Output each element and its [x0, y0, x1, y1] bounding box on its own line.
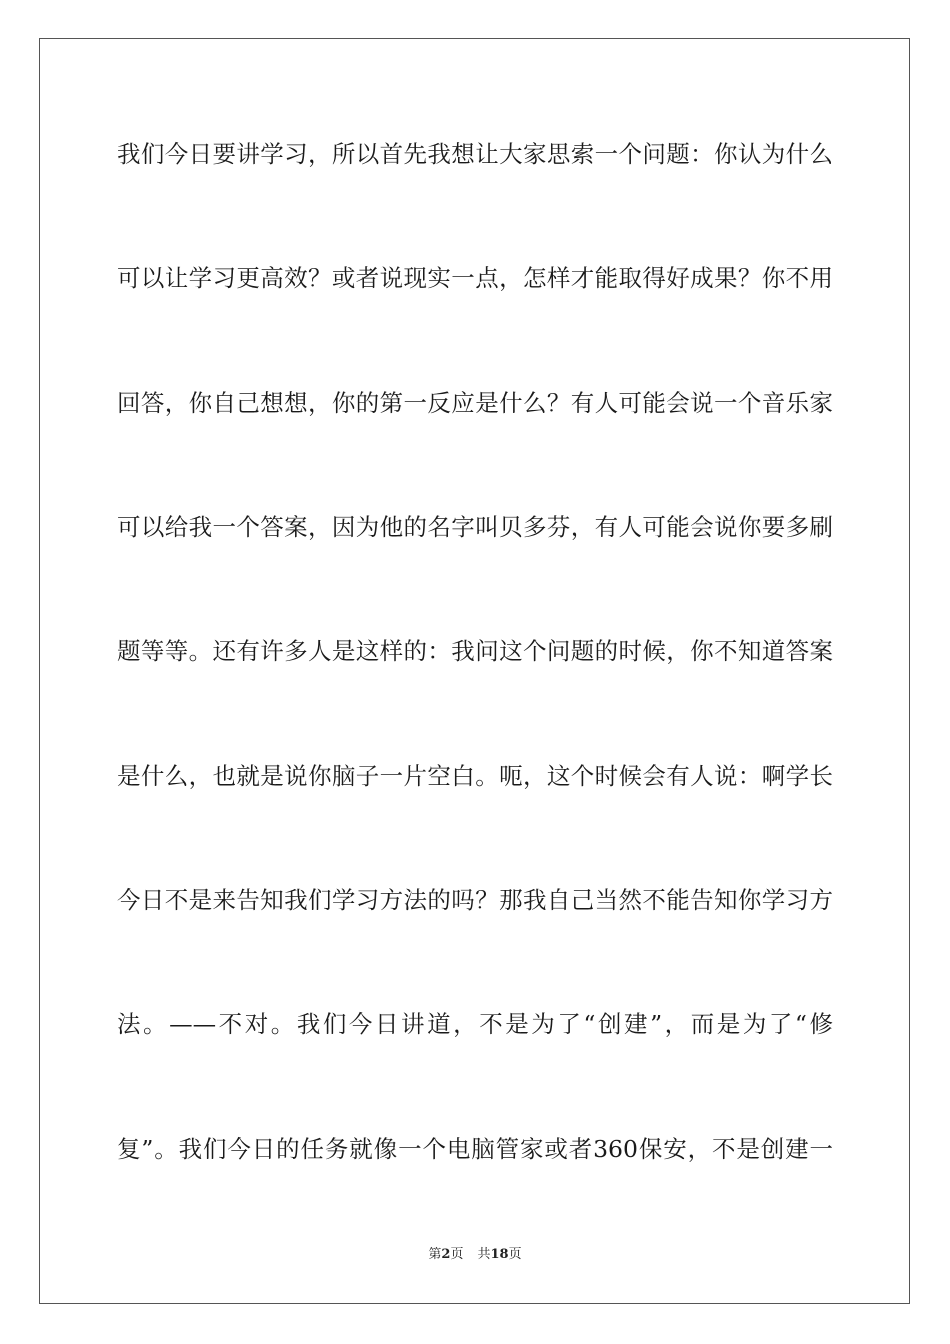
total-suffix: 页	[508, 1247, 522, 1262]
total-prefix: 共	[477, 1247, 491, 1262]
text-line-7: 今日不是来告知我们学习方法的吗？那我自己当然不能告知你学习方	[117, 886, 833, 914]
text-line-9: 复”。我们今日的任务就像一个电脑管家或者360保安，不是创建一	[117, 1135, 833, 1163]
text-line-8: 法。——不对。我们今日讲道，不是为了“创建”，而是为了“修	[117, 1010, 833, 1038]
text-line-2: 可以让学习更高效？或者说现实一点，怎样才能取得好成果？你不用	[117, 264, 833, 292]
page-border	[39, 38, 910, 1304]
text-line-6: 是什么，也就是说你脑子一片空白。呃，这个时候会有人说：啊学长	[117, 762, 833, 790]
text-line-3: 回答，你自己想想，你的第一反应是什么？有人可能会说一个音乐家	[117, 389, 833, 417]
page-suffix: 页	[450, 1247, 464, 1262]
total-pages: 18	[490, 1247, 509, 1262]
text-line-5: 题等等。还有许多人是这样的：我问这个问题的时候，你不知道答案	[117, 637, 833, 665]
text-line-1: 我们今日要讲学习，所以首先我想让大家思索一个问题：你认为什么	[117, 140, 833, 168]
page-prefix: 第	[428, 1247, 442, 1262]
page-footer	[0, 1246, 950, 1264]
page-number: 2	[441, 1247, 451, 1262]
text-line-4: 可以给我一个答案，因为他的名字叫贝多芬，有人可能会说你要多刷	[117, 513, 833, 541]
